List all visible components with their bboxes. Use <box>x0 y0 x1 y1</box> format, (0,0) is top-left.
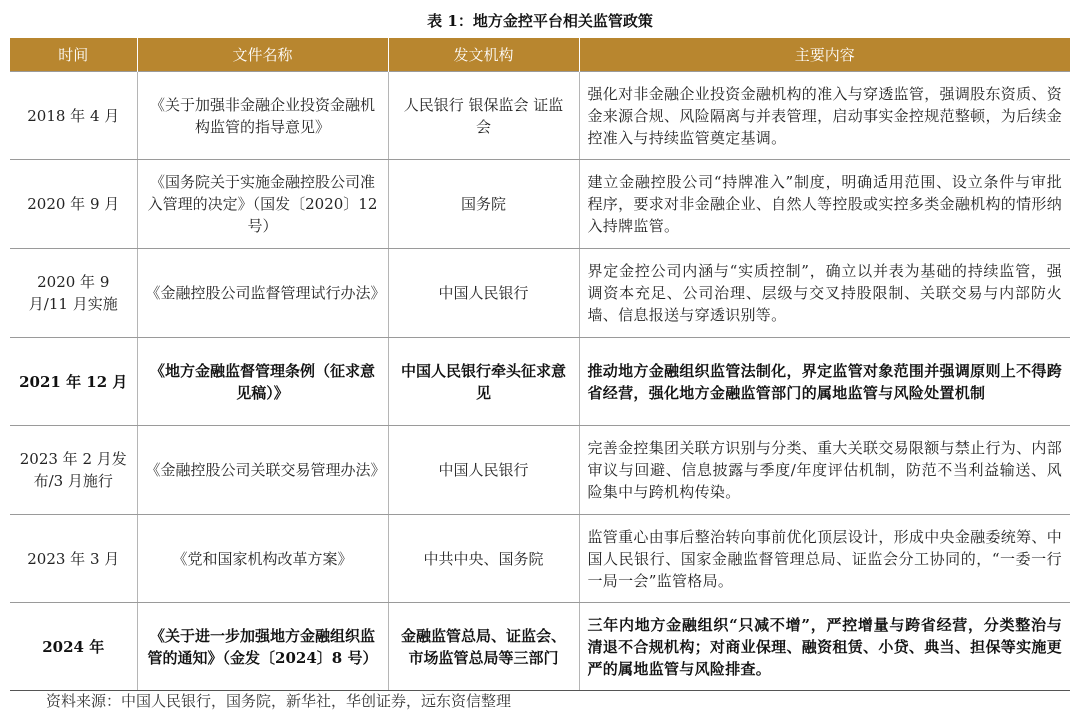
row-content: 完善金控集团关联方识别与分类、重大关联交易限额与禁止行为、内部审议与回避、信息披露与季度/年度评估机制，防范不当利益输送、风险集中与跨机构传染。 <box>579 426 1070 515</box>
row-content: 三年内地方金融组织“只减不增”，严控增量与跨省经营，分类整治与清退不合规机构；对商业保理、融资租赁、小贷、典当、担保等实施更严的属地监管与风险排查。 <box>579 603 1070 691</box>
table-caption: 表 1：地方金控平台相关监管政策 <box>427 12 653 30</box>
row-issuer: 国务院 <box>388 160 579 249</box>
row-issuer: 中共中央、国务院 <box>388 515 579 603</box>
table-row <box>10 72 1070 160</box>
row-content: 强化对非金融企业投资金融机构的准入与穿透监管，强调股东资质、资金来源合规、风险隔离与并表管理，启动事实金控规范整顿，为后续金控准入与持续监管奠定基调。 <box>579 72 1070 160</box>
header-issuer: 发文机构 <box>388 38 579 72</box>
row-content: 建立金融控股公司“持牌准入”制度，明确适用范围、设立条件与审批程序，要求对非金融企业、自然人等控股或实控多类金融机构的情形纳入持牌监管。 <box>579 160 1070 249</box>
row-issuer: 中国人民银行牵头征求意见 <box>388 338 579 426</box>
row-document: 《地方金融监督管理条例（征求意见稿）》 <box>137 338 388 426</box>
row-content: 监管重心由事后整治转向事前优化顶层设计，形成中央金融委统筹、中国人民银行、国家金融监督管理总局、证监会分工协同的，“一委一行一局一会”监管格局。 <box>579 515 1070 603</box>
policy-table <box>10 38 1070 691</box>
header-content: 主要内容 <box>579 38 1070 72</box>
table-row <box>10 603 1070 691</box>
row-document: 《金融控股公司监督管理试行办法》 <box>137 249 388 338</box>
row-document: 《金融控股公司关联交易管理办法》 <box>137 426 388 515</box>
row-document: 《党和国家机构改革方案》 <box>137 515 388 603</box>
table-row <box>10 515 1070 603</box>
row-date: 2023 年 3 月 <box>10 515 137 603</box>
source-note: 资料来源：中国人民银行，国务院，新华社，华创证券，远东资信整理 <box>46 692 512 710</box>
row-document: 《关于进一步加强地方金融组织监管的通知》（金发〔2024〕8 号） <box>137 603 388 691</box>
row-issuer: 人民银行 银保监会 证监会 <box>388 72 579 160</box>
row-date: 2024 年 <box>10 603 137 691</box>
row-issuer: 金融监管总局、证监会、市场监管总局等三部门 <box>388 603 579 691</box>
row-document: 《关于加强非金融企业投资金融机构监管的指导意见》 <box>137 72 388 160</box>
header-date: 时间 <box>10 38 137 72</box>
table-row <box>10 249 1070 338</box>
row-date: 2021 年 12 月 <box>10 338 137 426</box>
table-row <box>10 338 1070 426</box>
row-date: 2023 年 2 月发布/3 月施行 <box>10 426 137 515</box>
row-content: 推动地方金融组织监管法制化，界定监管对象范围并强调原则上不得跨省经营，强化地方金融监管部门的属地监管与风险处置机制 <box>579 338 1070 426</box>
header-document: 文件名称 <box>137 38 388 72</box>
row-date: 2020 年 9 月/11 月实施 <box>10 249 137 338</box>
row-issuer: 中国人民银行 <box>388 426 579 515</box>
row-date: 2018 年 4 月 <box>10 72 137 160</box>
table-header-row <box>10 38 1070 72</box>
table-row <box>10 160 1070 249</box>
table-row <box>10 426 1070 515</box>
row-issuer: 中国人民银行 <box>388 249 579 338</box>
row-document: 《国务院关于实施金融控股公司准入管理的决定》（国发〔2020〕12 号） <box>137 160 388 249</box>
row-date: 2020 年 9 月 <box>10 160 137 249</box>
row-content: 界定金控公司内涵与“实质控制”，确立以并表为基础的持续监管，强调资本充足、公司治理、层级与交叉持股限制、关联交易与内部防火墙、信息报送与穿透识别等。 <box>579 249 1070 338</box>
